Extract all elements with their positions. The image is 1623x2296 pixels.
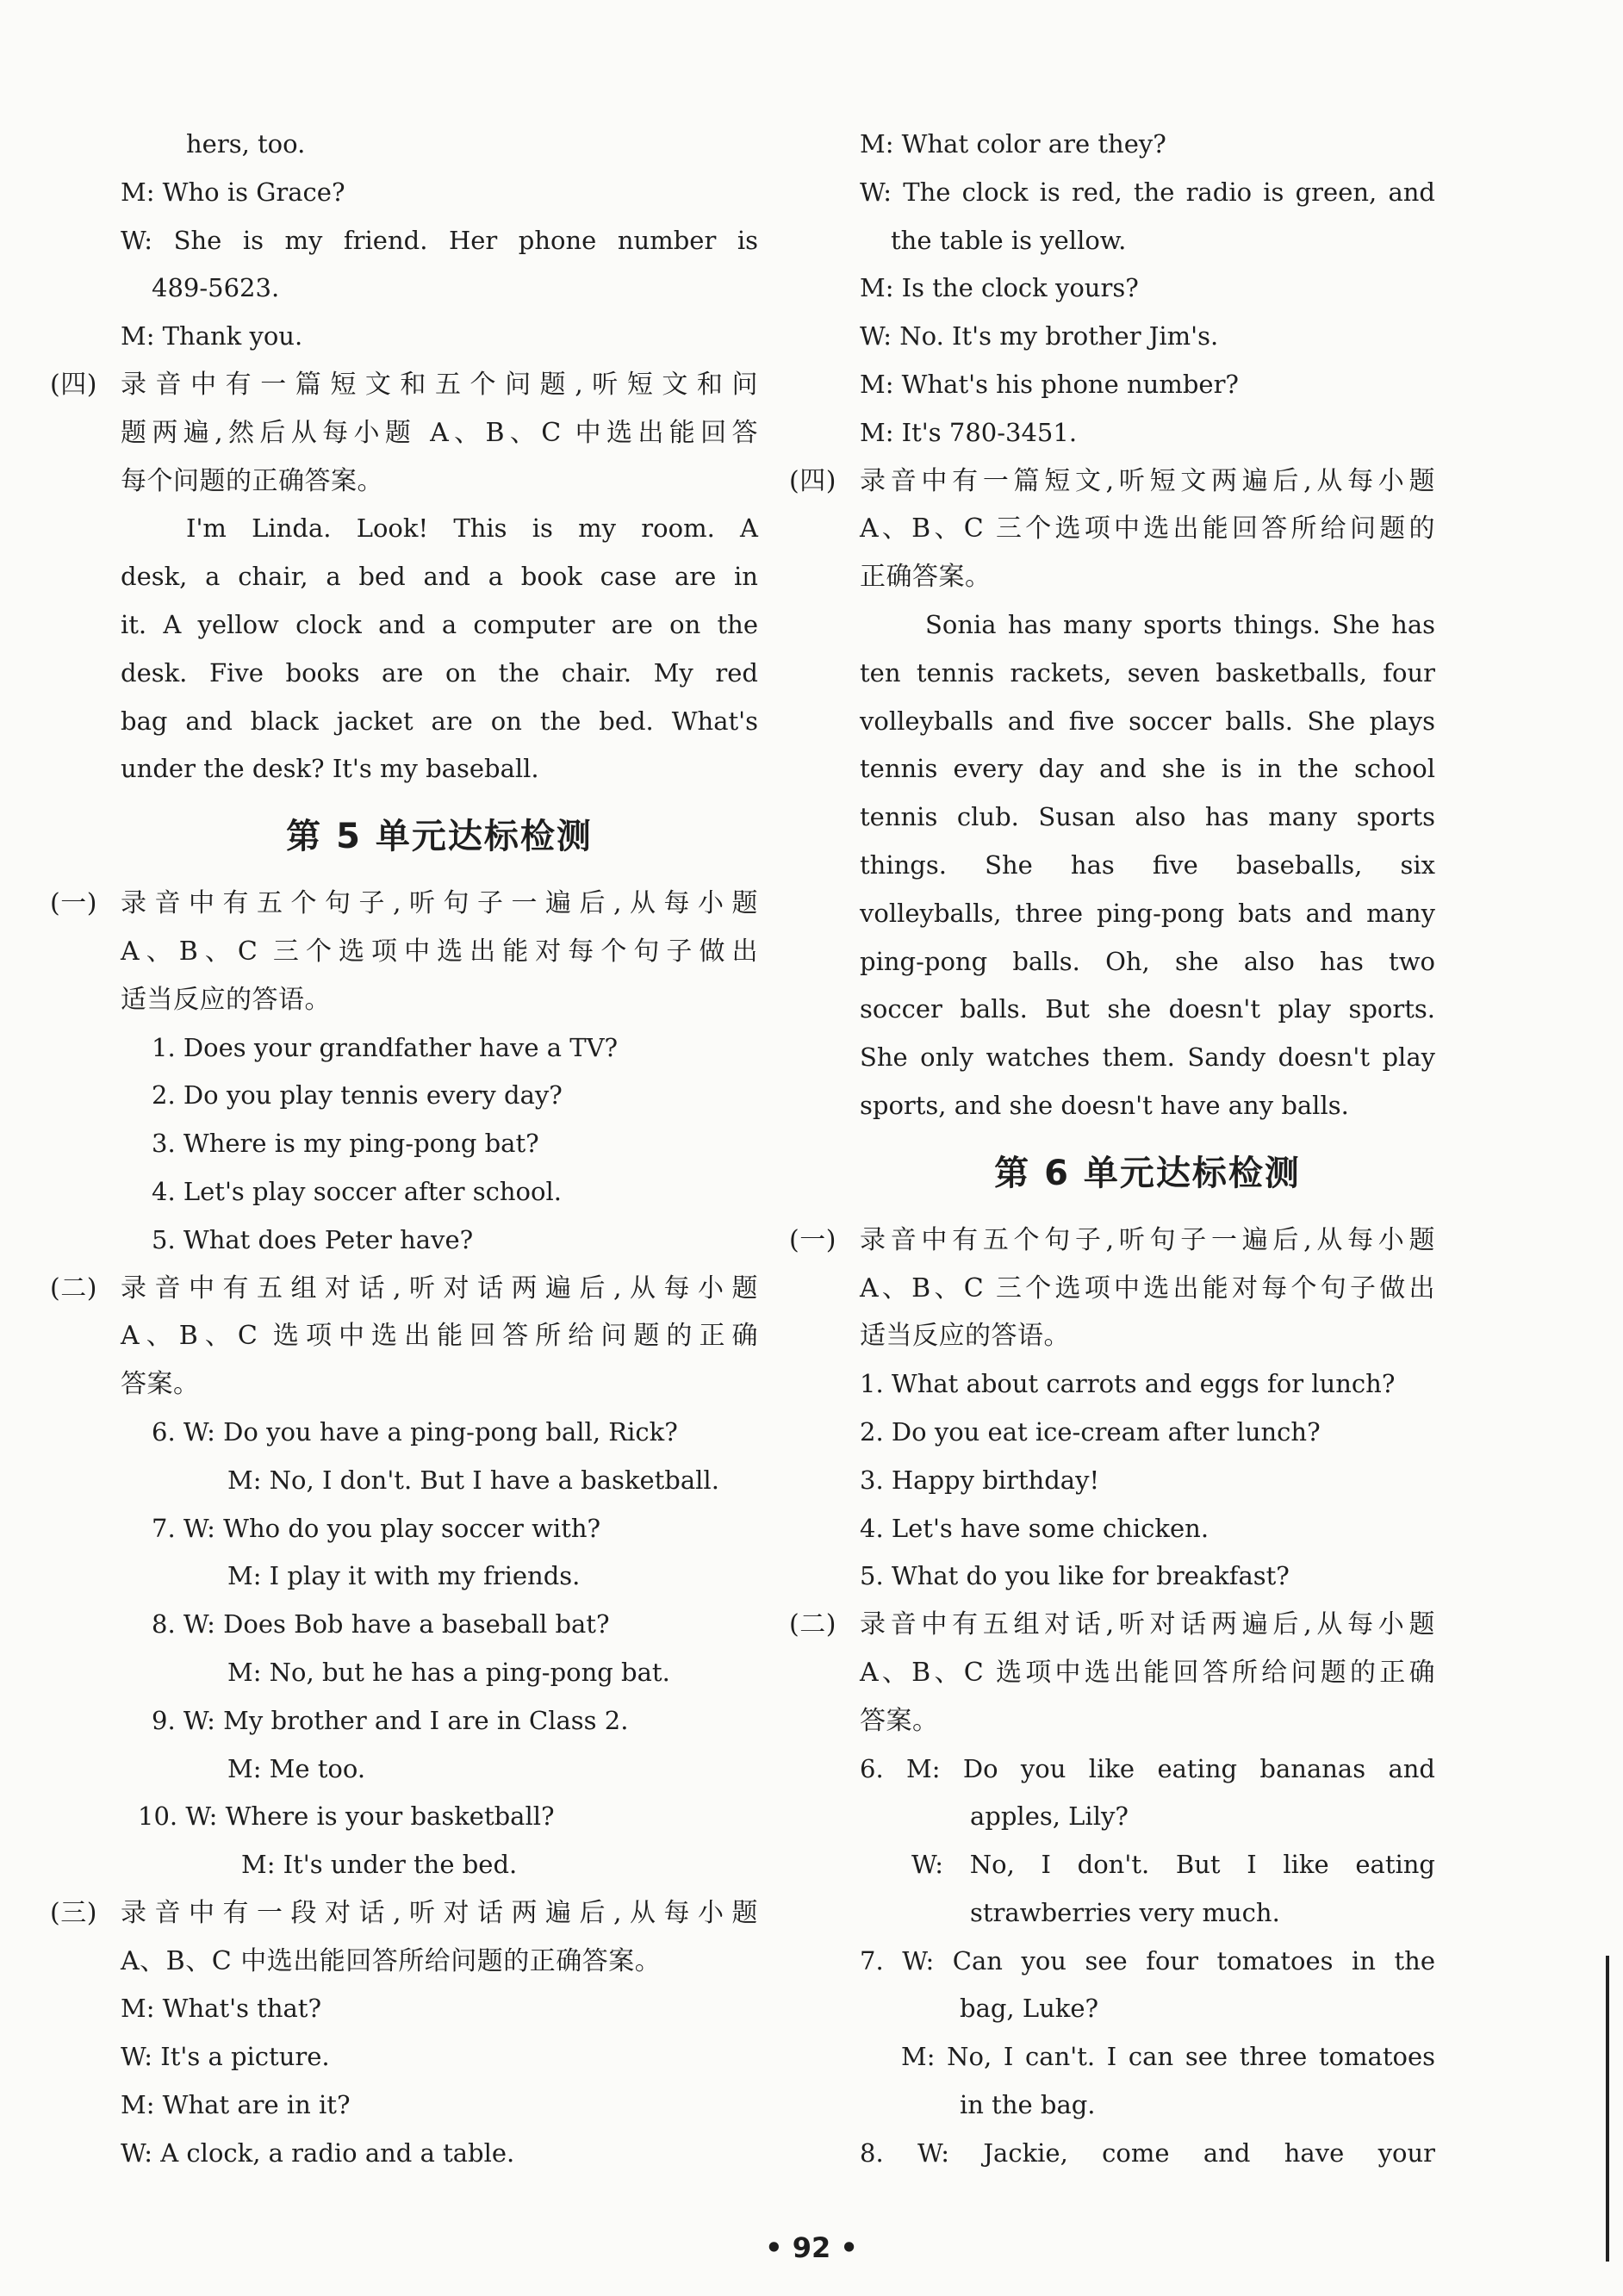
text-line: hers, too. [186,129,306,159]
section-instruction: (二) 录音中有五组对话,听对话两遍后,从每小题 [52,1265,758,1313]
section-instruction: A、B、C 三个选项中选出能回答所给问题的 [860,513,1435,544]
passage-line: ten tennis rackets, seven basketballs, four [860,657,1435,688]
passage-line: under the desk? It's my baseball. [121,754,539,784]
section-mark: (二) [789,1609,836,1640]
section-instruction: A、B、C 三个选项中选出能对每个句子做出 [121,936,758,967]
section-mark: (四) [50,369,97,400]
unit-title: 第 5 单元达标检测 [286,817,593,857]
passage-line: tennis every day and she is in the school [860,754,1435,784]
section-instruction: 题两遍,然后从每小题 A、B、C 中选出能回答 [121,417,758,448]
passage-line: ping-pong balls. Oh, she also has two [860,946,1435,976]
section-instruction: (四) 录音中有一篇短文,听短文两遍后,从每小题 [791,457,1435,506]
dialogue-line: M: It's 780-3451. [860,417,1078,447]
passage-line: volleyballs and five soccer balls. She plays [860,706,1435,736]
text-line: M: Thank you. [121,321,303,352]
section-instruction: (三) 录音中有一段对话,听对话两遍后,从每小题 [52,1889,758,1938]
section-instruction: A、B、C 选项中选出能回答所给问题的正确 [860,1657,1435,1688]
passage-line: things. She has five baseballs, six [860,849,1435,880]
unit-title: 第 6 单元达标检测 [994,1153,1301,1193]
question-item: 4. Let's play soccer after school. [152,1176,562,1206]
dialogue-item: 6. W: Do you have a ping-pong ball, Rick? [152,1416,678,1447]
section-instruction: (二) 录音中有五组对话,听对话两遍后,从每小题 [791,1601,1435,1649]
dialogue-item: 10. W: Where is your basketball? [138,1801,555,1832]
section-instruction: (一) 录音中有五个句子,听句子一遍后,从每小题 [52,880,758,928]
text-line: M: Who is Grace? [121,177,345,207]
passage-line: I'm Linda. Look! This is my room. A [186,513,758,544]
dialogue-item: strawberries very much. [970,1897,1280,1927]
dialogue-line: M: What color are they? [860,129,1166,159]
section-instruction: A、B、C 中选出能回答所给问题的正确答案。 [121,1945,662,1976]
dialogue-line: W: The clock is red, the radio is green, and [860,177,1435,207]
question-item: 4. Let's have some chicken. [860,1513,1209,1543]
page-number: • 92 • [765,2231,858,2264]
dialogue-item: M: I play it with my friends. [227,1561,581,1591]
dialogue-line: M: What are in it? [121,2090,351,2120]
section-mark: (一) [789,1224,836,1255]
dialogue-item: M: Me too. [227,1753,366,1783]
passage-line: tennis club. Susan also has many sports [860,802,1435,832]
section-mark: (二) [50,1272,97,1304]
section-mark: (三) [50,1897,97,1928]
question-item: 5. What does Peter have? [152,1224,474,1254]
dialogue-line: W: A clock, a radio and a table. [121,2137,515,2168]
dialogue-line: W: No. It's my brother Jim's. [860,321,1219,352]
question-item: 3. Happy birthday! [860,1465,1100,1495]
right-column [789,121,1435,2178]
passage-line: soccer balls. But she doesn't play sports. [860,994,1435,1024]
section-instruction: 答案。 [860,1705,939,1736]
passage-line: desk, a chair, a bed and a book case are in [121,562,758,592]
section-instruction: (四) 录音中有一篇短文和五个问题,听短文和问 [52,361,758,409]
question-item: 2. Do you eat ice-cream after lunch? [860,1416,1321,1447]
dialogue-item: M: No, I can't. I can see three tomatoes [901,2042,1435,2072]
dialogue-item: 8. W: Does Bob have a baseball bat? [152,1609,610,1640]
section-instruction: 正确答案。 [860,562,992,593]
dialogue-item: 7. W: Can you see four tomatoes in the [860,1945,1435,1976]
section-instruction: (一) 录音中有五个句子,听句子一遍后,从每小题 [791,1216,1435,1265]
dialogue-item: 7. W: Who do you play soccer with? [152,1513,601,1543]
dialogue-line: M: Is the clock yours? [860,273,1139,303]
dialogue-item: W: No, I don't. But I like eating [911,1850,1435,1880]
passage-line: sports, and she doesn't have any balls. [860,1090,1349,1120]
dialogue-item: M: No, but he has a ping-pong bat. [227,1657,670,1687]
text-line: 489-5623. [152,273,280,303]
dialogue-item: bag, Luke? [960,1994,1099,2024]
passage-line: volleyballs, three ping-pong bats and many [860,898,1435,928]
question-item: 2. Do you play tennis every day? [152,1080,563,1111]
text-line: W: She is my friend. Her phone number is [121,225,758,255]
dialogue-item: 9. W: My brother and I are in Class 2. [152,1705,629,1735]
section-instruction: A、B、C 选项中选出能回答所给问题的正确 [121,1321,758,1352]
passage-line: it. A yellow clock and a computer are on the [121,609,758,639]
passage-line: Sonia has many sports things. She has [925,609,1435,639]
dialogue-line: M: What's that? [121,1994,322,2024]
dialogue-item: 6. M: Do you like eating bananas and [860,1753,1435,1783]
dialogue-line: M: What's his phone number? [860,369,1239,399]
passage-line: bag and black jacket are on the bed. What's [121,706,758,736]
question-item: 3. Where is my ping-pong bat? [152,1129,539,1159]
passage-line: desk. Five books are on the chair. My red [121,657,758,688]
left-column [50,121,758,2178]
dialogue-line: W: It's a picture. [121,2042,330,2072]
section-instruction: 适当反应的答语。 [860,1321,1070,1352]
question-item: 1. What about carrots and eggs for lunch? [860,1369,1396,1399]
dialogue-item: in the bag. [960,2090,1096,2120]
section-instruction: 每个问题的正确答案。 [121,465,383,496]
dialogue-item: apples, Lily? [970,1801,1129,1832]
section-mark: (一) [50,888,97,919]
page-edge-line [1606,1956,1609,2262]
section-instruction: 答案。 [121,1369,200,1400]
dialogue-item: 8. W: Jackie, come and have your [860,2137,1435,2168]
section-mark: (四) [789,465,836,496]
dialogue-line: the table is yellow. [891,225,1127,255]
dialogue-item: M: It's under the bed. [241,1850,518,1880]
question-item: 1. Does your grandfather have a TV? [152,1032,619,1062]
passage-line: She only watches them. Sandy doesn't play [860,1042,1435,1073]
dialogue-item: M: No, I don't. But I have a basketball. [227,1465,719,1495]
section-instruction: A、B、C 三个选项中选出能对每个句子做出 [860,1272,1435,1304]
section-instruction: 适当反应的答语。 [121,984,331,1015]
question-item: 5. What do you like for breakfast? [860,1561,1290,1591]
